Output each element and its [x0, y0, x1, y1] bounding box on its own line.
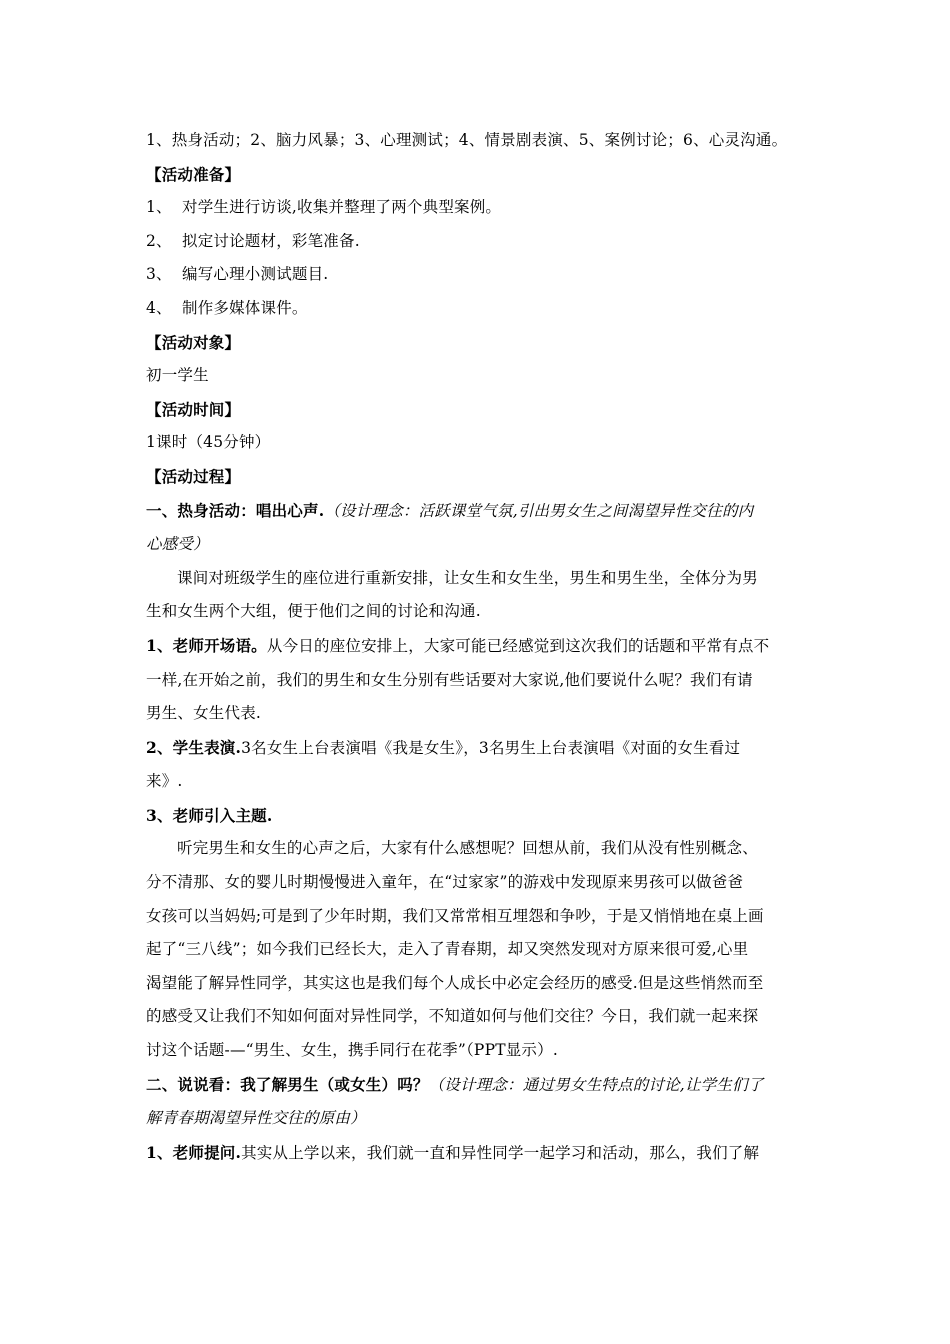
prep-item [146, 292, 810, 326]
section1-design-note: （设计理念：活跃课堂气氛,引出男女生之间渴望异性交往的内 [324, 501, 754, 520]
target-heading: 【活动对象】 [146, 332, 241, 352]
section1-item3: 3、老师引入主题. [146, 805, 273, 825]
item-text: 拟定讨论题材，彩笔准备. [182, 231, 360, 250]
item-text: 制作多媒体课件。 [182, 298, 308, 317]
prep-item [146, 191, 810, 225]
item-number: 3、 [146, 265, 172, 284]
paragraph-line: 的感受又让我们不知如何面对异性同学，不知道如何与他们交往？今日，我们就一起来探 [146, 1007, 759, 1026]
item-number: 1、 [146, 198, 172, 217]
item-label: 1、老师开场语。 [146, 635, 267, 655]
prep-heading: 【活动准备】 [146, 164, 241, 184]
section1-title: 一、热身活动：唱出心声. [146, 500, 325, 520]
section2-design-note-cont: 解青春期渴望异性交往的原由） [146, 1109, 366, 1128]
item-text: 对学生进行访谈,收集并整理了两个典型案例。 [182, 198, 502, 217]
time-heading: 【活动时间】 [146, 399, 241, 419]
section2-design-note: （设计理念：通过男女生特点的讨论,让学生们了 [428, 1075, 764, 1094]
item-label: 2、学生表演. [146, 737, 242, 757]
item-text: 从今日的座位安排上，大家可能已经感觉到这次我们的话题和平常有点不 [266, 636, 770, 655]
item-number: 2、 [146, 231, 172, 250]
section1-title-line [146, 494, 810, 529]
paragraph-line: 男生、女生代表. [146, 704, 262, 723]
item-text: 编写心理小测试题目. [182, 265, 329, 284]
paragraph-line: 听完男生和女生的心声之后，大家有什么感想呢？回想从前，我们从没有性别概念、 [177, 839, 758, 858]
item-number: 4、 [146, 298, 172, 317]
prep-item [146, 225, 810, 259]
paragraph-line: 分不清那、女的婴儿时期慢慢进入童年，在“过家家”的游戏中发现原来男孩可以做爸爸 [146, 873, 744, 892]
paragraph-line: 生和女生两个大组，便于他们之间的讨论和沟通. [146, 602, 481, 621]
paragraph-line: 渴望能了解异性同学，其实这也是我们每个人成长中必定会经历的感受.但是这些悄然而至 [146, 973, 764, 992]
item-label: 1、老师提问. [146, 1142, 242, 1162]
section2-title: 二、说说看：我了解男生（或女生）吗？ [146, 1074, 429, 1094]
section1-item1 [146, 629, 810, 664]
target-text: 初一学生 [146, 366, 209, 385]
process-heading: 【活动过程】 [146, 466, 241, 486]
item-text: 其实从上学以来，我们就一直和异性同学一起学习和活动，那么，我们了解 [241, 1143, 760, 1162]
methods-line: 1、热身活动；2、脑力风暴；3、心理测试；4、情景剧表演、5、案例讨论；6、心灵沟通。 [146, 131, 788, 149]
section2-title-line [146, 1068, 810, 1103]
section2-item1 [146, 1136, 810, 1171]
time-text: 1课时（45分钟） [146, 433, 271, 452]
paragraph-line: 女孩可以当妈妈;可是到了少年时期，我们又常常相互埋怨和争吵，于是又悄悄地在桌上画 [146, 906, 764, 925]
prep-item [146, 258, 810, 292]
paragraph-line: 课间对班级学生的座位进行重新安排，让女生和女生坐，男生和男生坐，全体分为男 [177, 568, 758, 587]
paragraph-line: 一样,在开始之前，我们的男生和女生分别有些话要对大家说,他们要说什么呢？我们有请 [146, 670, 753, 689]
paragraph-line: 起了“三八线”；如今我们已经长大，走入了青春期，却又突然发现对方原来很可爱,心里 [146, 940, 749, 959]
item-text: 3名女生上台表演唱《我是女生》，3名男生上台表演唱《对面的女生看过 [241, 738, 741, 757]
section1-item2 [146, 731, 810, 766]
section1-design-note-cont: 心感受） [146, 535, 209, 554]
paragraph-line: 来》. [146, 772, 183, 791]
paragraph-line: 讨这个话题-—“男生、女生，携手同行在花季”（PPT显示）. [146, 1041, 558, 1060]
